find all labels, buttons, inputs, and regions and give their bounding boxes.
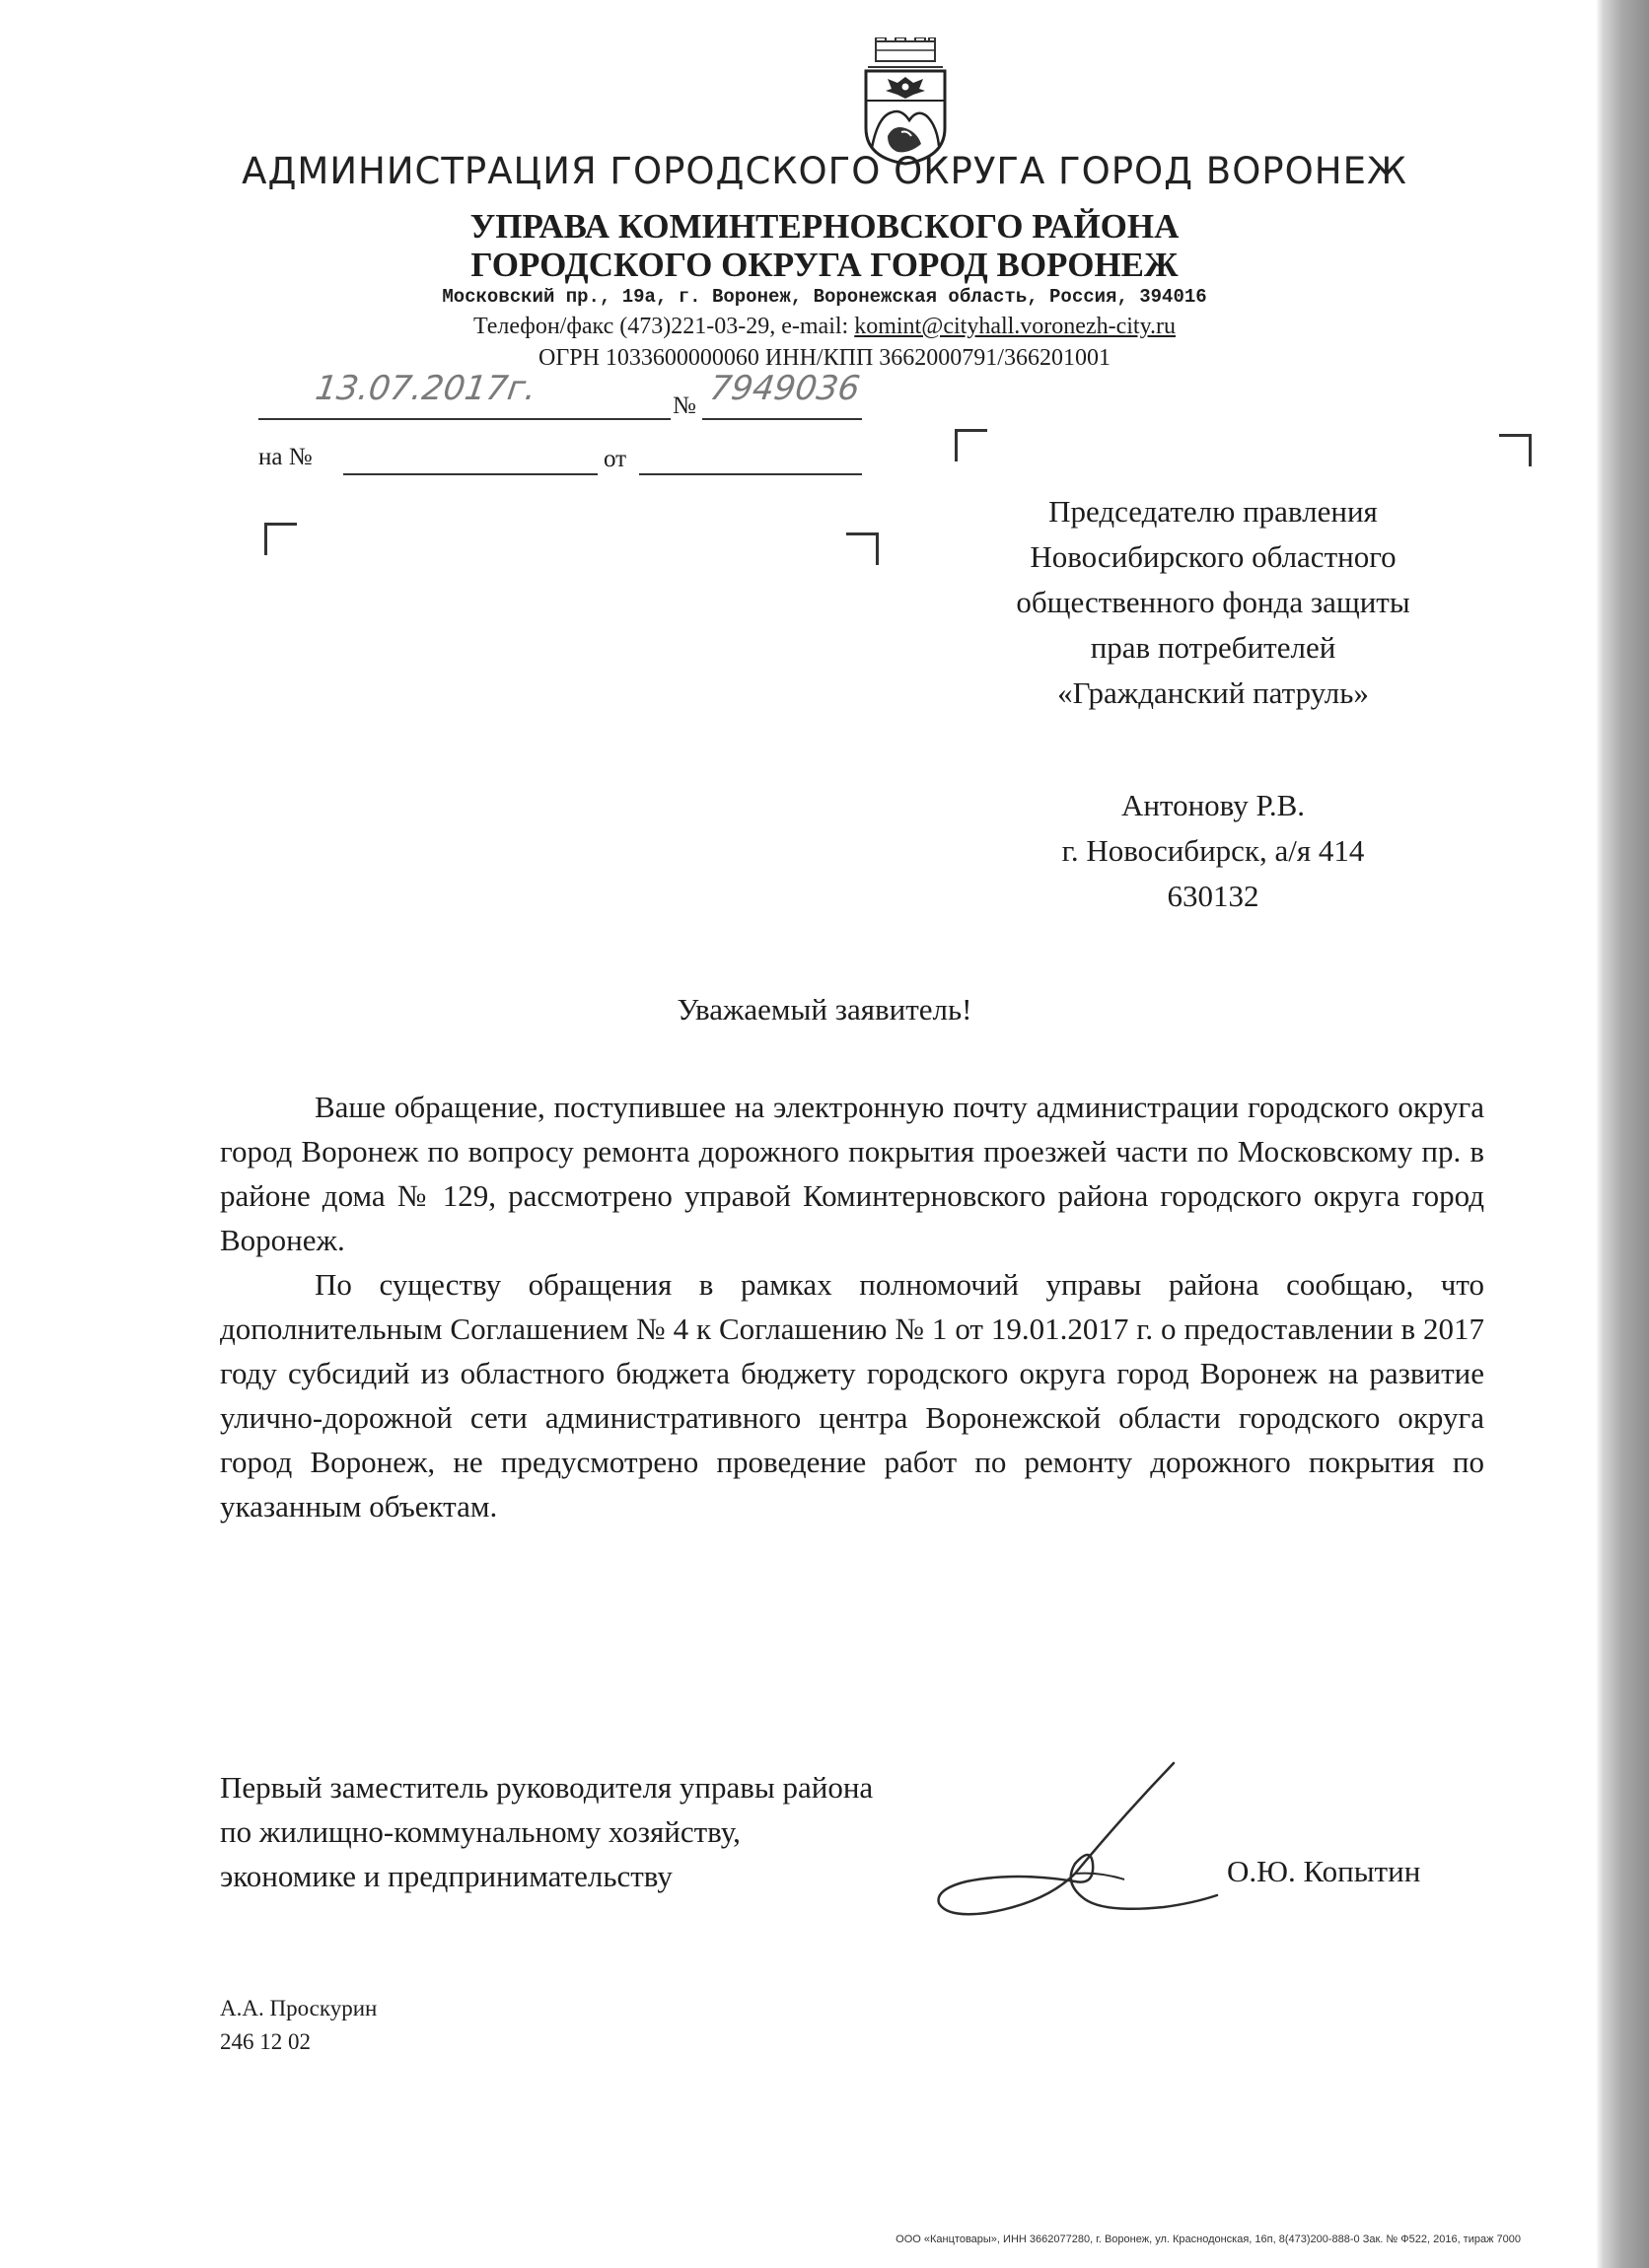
scan-shadow [1596,0,1604,2268]
addressee-line: прав потребителей [1090,630,1336,665]
from-label: от [604,446,627,472]
executor-phone: 246 12 02 [220,2029,311,2054]
postal-address: Московский пр., 19а, г. Воронеж, Воронежская область, Россия, 394016 [442,286,1207,308]
addressee-recipient [927,783,1499,919]
date-underline [258,418,671,420]
department-title-line2: ГОРОДСКОГО ОКРУГА ГОРОД ВОРОНЕЖ [470,246,1179,284]
address-field-corner-top-right [1499,434,1532,466]
phone-fax: Телефон/факс (473)221-03-29, e-mail: [472,314,855,339]
left-field-corner-top-right [846,532,879,565]
signatory-title-line: по жилищно-коммунальному хозяйству, [220,1814,741,1849]
email-link[interactable]: komint@cityhall.voronezh-city.ru [854,314,1177,339]
handwritten-date: 13.07.2017г. [313,369,539,408]
executor-block [220,1992,377,2059]
reply-date-underline [639,473,862,475]
department-title-line1: УПРАВА КОМИНТЕРНОВСКОГО РАЙОНА [469,207,1180,246]
signatory-title-line: экономике и предпринимательству [220,1859,673,1893]
number-underline [702,418,862,420]
contact-line [0,314,1649,340]
address-field-corner-top-left [955,429,987,461]
greeting: Уважаемый заявитель! [677,992,972,1027]
recipient-postal-code: 630132 [1167,879,1259,913]
recipient-address: г. Новосибирск, а/я 414 [1061,833,1365,868]
executor-name: А.А. Проскурин [220,1996,378,2020]
addressee-line: Председателю правления [1048,494,1378,529]
body-paragraph-1: Ваше обращение, поступившее на электронную почту администрации городского округа город Воронеж по вопросу ремонта дорожного покрытия проезжей части по Московскому пр. в районе дома № 129, рассмотрено управой Коминтерновского района городского округа город Воронеж. [220,1090,1484,1257]
voronezh-coat-of-arms-icon [858,37,953,166]
addressee-line: Новосибирского областного [1030,539,1397,574]
left-field-corner-top-left [264,523,297,555]
body-paragraph-2: По существу обращения в рамках полномочий управы района сообщаю, что дополнительным Соглашением № 4 к Соглашению № 1 от 19.01.2017 г. о предоставлении в 2017 году субсидий из областного бюджета бюджету городского округа город Воронеж на развитие улично-дорожной сети административного центра Воронежской области городского округа город Воронеж, не предусмотрено проведение работ по ремонту дорожного покрытия по указанным объектам. [220,1267,1484,1524]
handwritten-signature-icon [927,1755,1223,1943]
addressee-line: общественного фонда защиты [1016,585,1410,619]
number-label: № [673,392,696,419]
organization-title: АДМИНИСТРАЦИЯ ГОРОДСКОГО ОКРУГА ГОРОД ВОРОНЕЖ [242,150,1407,192]
reply-number-underline [343,473,598,475]
letter-body [220,1085,1484,1528]
recipient-name: Антонову Р.В. [1120,788,1306,822]
registration-codes: ОГРН 1033600000060 ИНН/КПП 3662000791/366201001 [538,345,1111,371]
printer-imprint: ООО «Канцтовары», ИНН 3662077280, г. Воронеж, ул. Краснодонская, 16п, 8(473)200-888-0 Зак. № Ф522, 2016, тираж 7000 [896,2233,1521,2245]
signatory-name: О.Ю. Копытин [1227,1854,1421,1888]
handwritten-number: 7949036 [707,369,863,408]
addressee-line: «Гражданский патруль» [1057,675,1369,710]
scan-edge [1604,0,1649,2268]
reply-to-label: на № [258,444,313,470]
addressee-block [927,489,1499,716]
signatory-title-line: Первый заместитель руководителя управы района [220,1770,874,1805]
